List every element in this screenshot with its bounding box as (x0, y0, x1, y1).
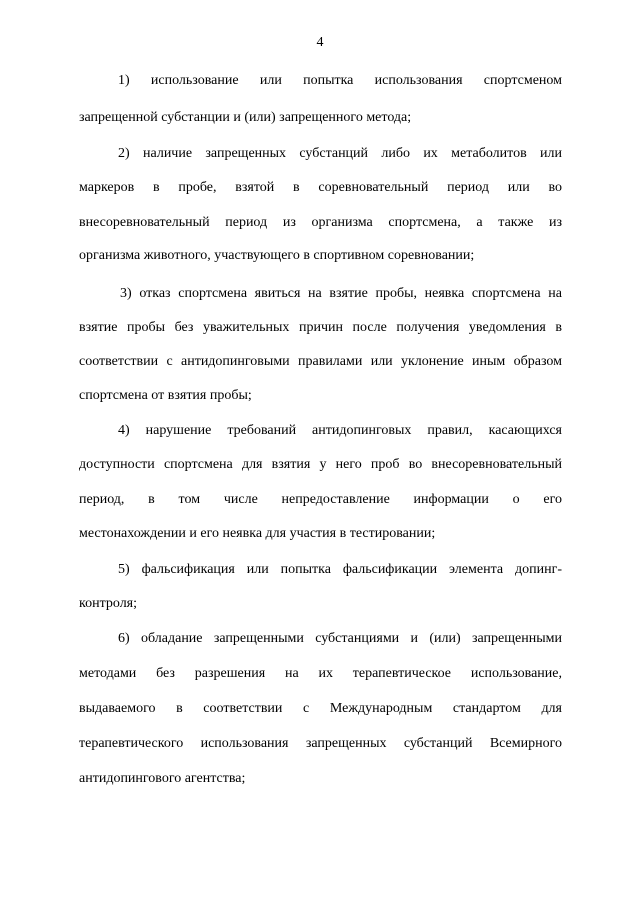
paragraph-2-line-2: маркеров в пробе, взятой в соревновательный период или во (79, 180, 562, 195)
paragraph-6-line-5: антидопингового агентства; (79, 771, 246, 786)
paragraph-6-line-1: 6) обладание запрещенными субстанциями и (или) запрещенными (118, 631, 562, 646)
paragraph-4-line-4: местонахождении и его неявка для участия в тестировании; (79, 526, 436, 541)
paragraph-5-line-1: 5) фальсификация или попытка фальсификации элемента допинг- (118, 562, 562, 577)
paragraph-3-line-4: спортсмена от взятия пробы; (79, 388, 252, 403)
paragraph-2-line-1: 2) наличие запрещенных субстанций либо их метаболитов или (118, 146, 562, 161)
paragraph-6-line-4: терапевтического использования запрещенных субстанций Всемирного (79, 736, 562, 751)
paragraph-1-line-1: 1) использование или попытка использования спортсменом (118, 73, 562, 88)
paragraph-4-line-1: 4) нарушение требований антидопинговых правил, касающихся (118, 423, 562, 438)
paragraph-2-line-4: организма животного, участвующего в спортивном соревновании; (79, 248, 475, 263)
paragraph-3-line-1: 3) отказ спортсмена явиться на взятие пробы, неявка спортсмена на (120, 286, 562, 301)
paragraph-6-line-3: выдаваемого в соответствии с Международным стандартом для (79, 701, 562, 716)
paragraph-3-line-3: соответствии с антидопинговыми правилами или уклонение иным образом (79, 354, 562, 369)
paragraph-4-line-2: доступности спортсмена для взятия у него проб во внесоревновательный (79, 457, 562, 472)
paragraph-3-line-2: взятие пробы без уважительных причин после получения уведомления в (79, 320, 562, 335)
paragraph-4-line-3: период, в том числе непредоставление информации о его (79, 492, 562, 507)
page-number: 4 (316, 35, 324, 50)
paragraph-2-line-3: внесоревновательный период из организма спортсмена, а также из (79, 215, 562, 230)
paragraph-5-line-2: контроля; (79, 596, 138, 611)
paragraph-1-line-2: запрещенной субстанции и (или) запрещенного метода; (79, 110, 412, 125)
paragraph-6-line-2: методами без разрешения на их терапевтическое использование, (79, 666, 562, 681)
